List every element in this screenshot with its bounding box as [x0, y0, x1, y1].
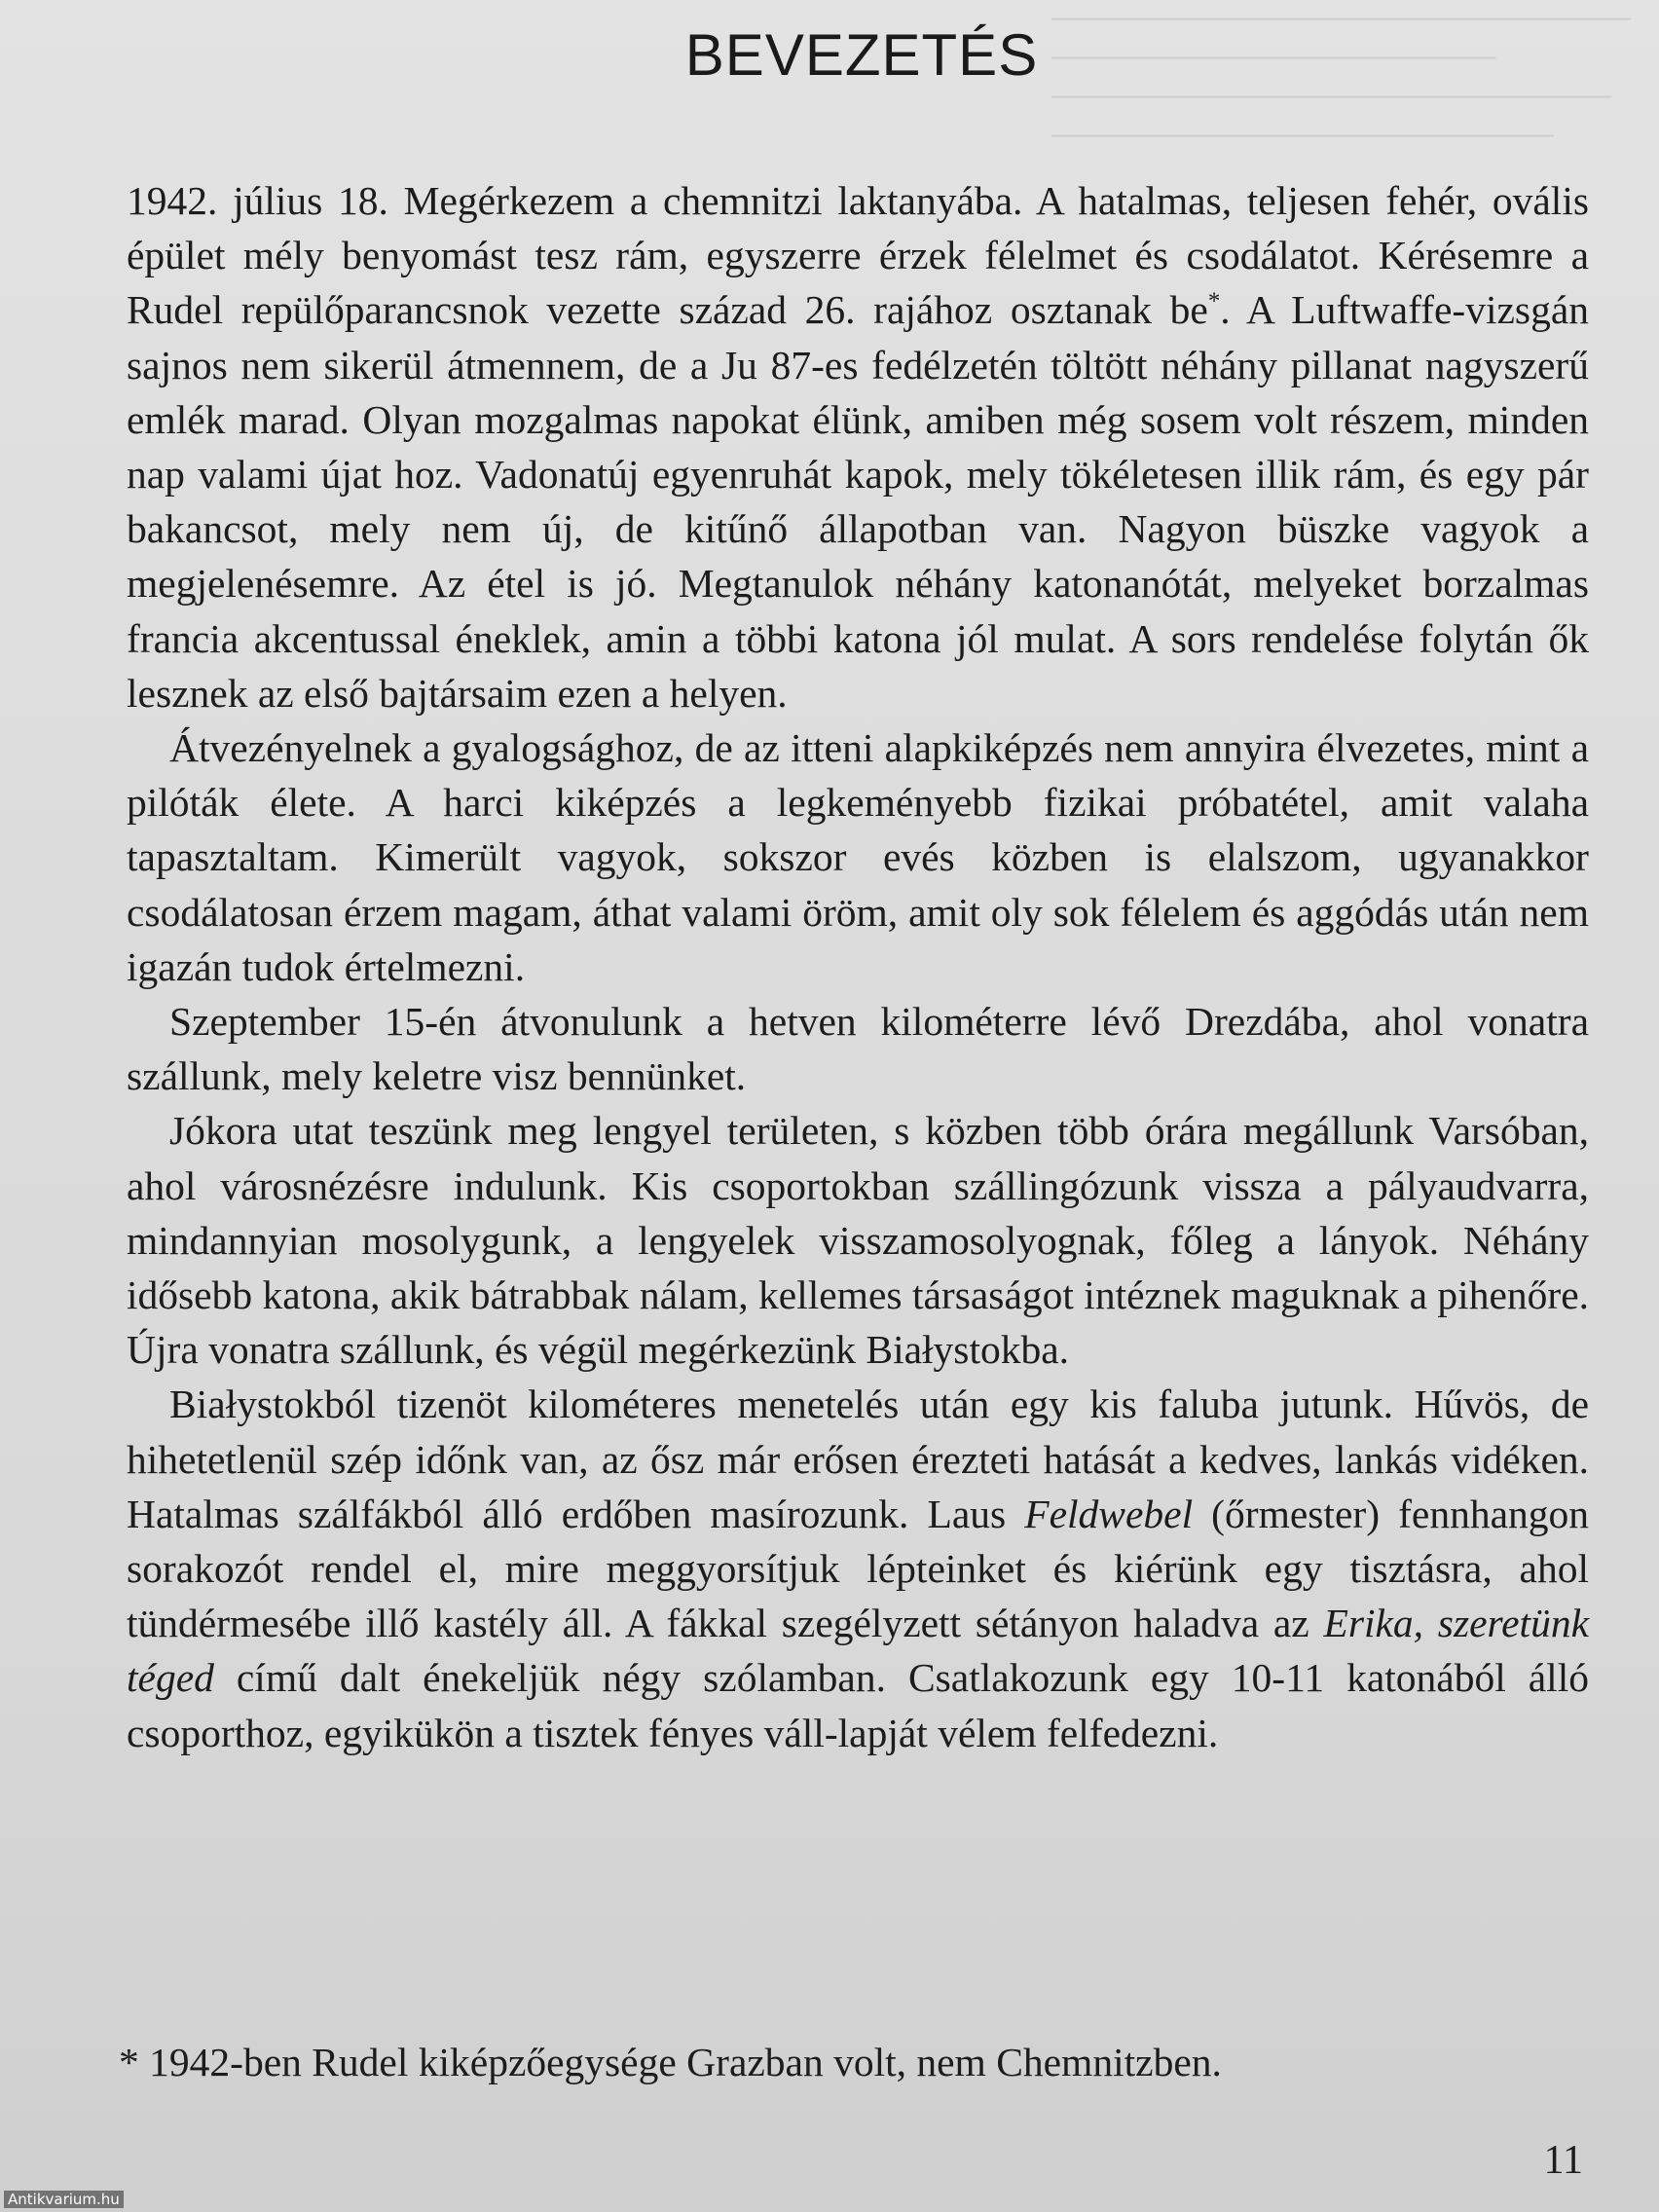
paragraph-1-tail: . A Luftwaffe-vizsgán sajnos nem sikerül átmennem, de a Ju 87-es fedélzetén töltött néhány pillanat nagyszerű emlék marad. Olyan mozgalmas napokat élünk, amiben még sosem volt részem, minden nap valami újat hoz. Vadonatúj egyenruhát kapok, mely tökéletesen illik rám, és egy pár bakancsot, mely nem új, de kitűnő állapotban van. Nagyon büszke vagyok a megjelenésemre. Az étel is jó. Megtanulok néhány katonanótát, melyeket borzalmas francia akcentussal éneklek, amin a többi katona jól mulat. A sors rendelése folytán ők lesznek az első bajtársaim ezen a helyen. [127, 287, 1589, 716]
show-through-text: ────────────────────────────── ─────────────────────── ───────────────────────────── ────────────────────────── [1051, 4, 1632, 151]
paragraph-5-part-1: Białystokból tizenöt kilométeres menetelés után egy kis faluba jutunk. Hűvös, de hihetetlenül szép időnk van, az ősz már erősen érezteti hatását a kedves, lankás vidéken. Hatalmas szálfákból álló erdőben masírozunk. Laus [127, 1382, 1589, 1536]
chapter-title: BEVEZETÉS [684, 22, 1039, 88]
paragraph-3: Szeptember 15-én átvonulunk a hetven kilométerre lévő Drezdába, ahol vonatra szállunk, mely keletre visz bennünket. [127, 999, 1589, 1099]
body-text [127, 173, 1589, 1760]
paragraph-4: Jókora utat teszünk meg lengyel területen, s közben több órára megállunk Varsóban, ahol városnézésre indulunk. Kis csoportokban szállingózunk vissza a pályaudvarra, mindannyian mosolygunk, a lengyelek visszamosolyognak, főleg a lányok. Néhány idősebb katona, akik bátrabbak nálam, kellemes társaságot intéznek maguknak a pihenőre. Újra vonatra szállunk, és végül megérkezünk Białystokba. [127, 1108, 1589, 1373]
page-number: 11 [1543, 2138, 1583, 2183]
paragraph-5-part-2: (őrmester) fennhangon sorakozót rendel el, mire meggyorsítjuk lépteinket és kiérünk egy tisztásra, ahol tündérmesébe illő kastély áll. A fákkal szegélyzett sétányon haladva az [127, 1491, 1589, 1646]
watermark: Antikvarium.hu [4, 2191, 124, 2208]
footnote: * 1942-ben Rudel kiképzőegysége Grazban volt, nem Chemnitzben. [119, 2040, 1222, 2084]
paragraph-5 [127, 1377, 1589, 1759]
paragraph-5-part-3: című dalt énekeljük négy szólamban. Csatlakozunk egy 10-11 katonából álló csoporthoz, egyikükön a tisztek fényes váll-lapját vélem felfedezni. [127, 1655, 1589, 1755]
paragraph-2: Átvezényelnek a gyalogsághoz, de az itteni alapkiképzés nem annyira élvezetes, mint a pilóták élete. A harci kiképzés a legkeményebb fizikai próbatétel, amit valaha tapasztaltam. Kimerült vagyok, sokszor evés közben is elalszom, ugyanakkor csodálatosan érzem magam, áthat valami öröm, amit oly sok félelem és aggódás után nem igazán tudok értelmezni. [127, 725, 1589, 989]
italic-song-title: Erika, szeretünk téged [127, 1601, 1589, 1701]
italic-term-feldwebel: Feldwebel [1024, 1491, 1194, 1536]
footnote-reference: * [1207, 288, 1221, 315]
paragraph-1 [127, 173, 1589, 720]
paragraph-1-lead: 1942. július 18. Megérkezem a chemnitzi laktanyába. A hatalmas, teljesen fehér, ovális épület mély benyomást tesz rám, egyszerre érzek félelmet és csodálatot. Kérésemre a Rudel repülőparancsnok vezette század 26. rajához osztanak be [127, 178, 1589, 333]
